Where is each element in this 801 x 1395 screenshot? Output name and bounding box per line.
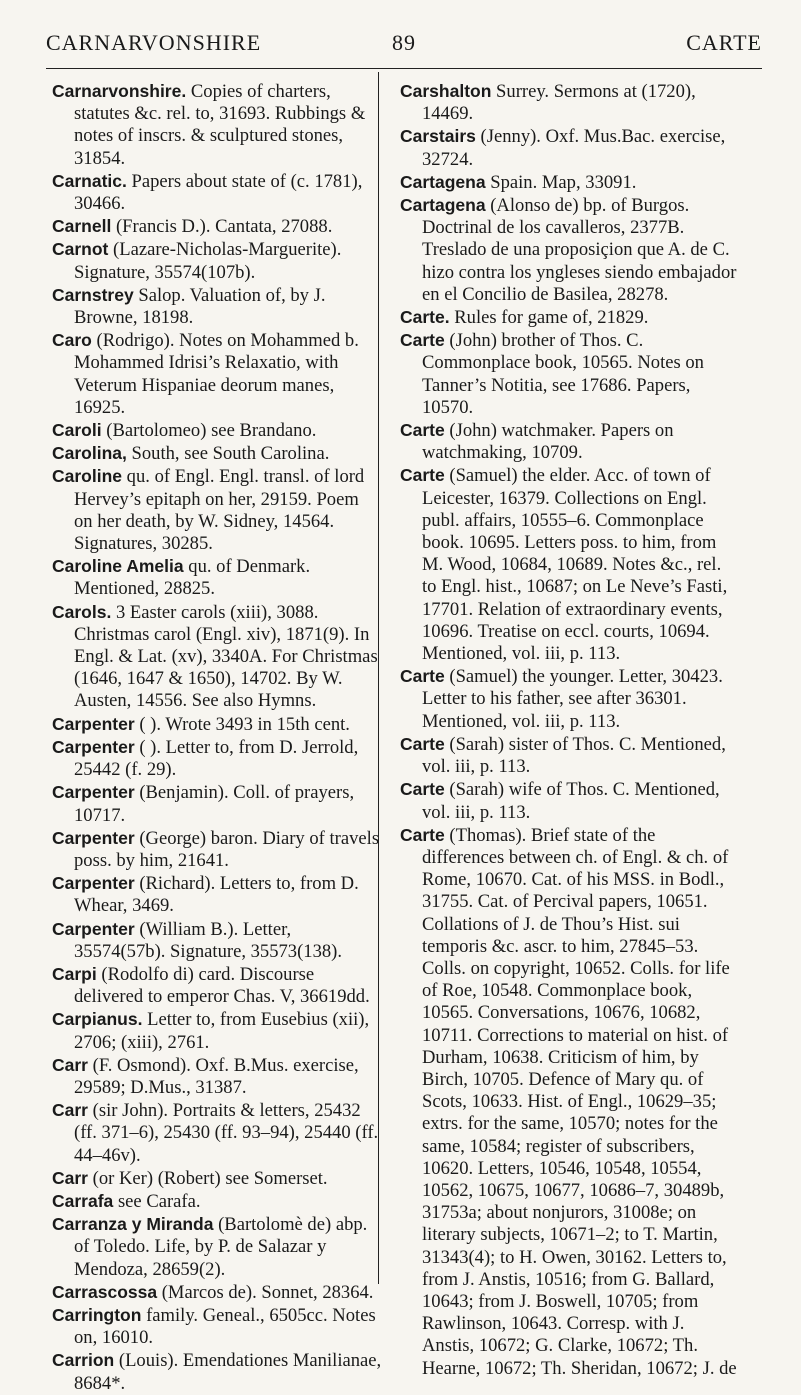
- entry-headword: Carpenter: [52, 827, 135, 848]
- entry-headword: Caroline: [52, 466, 123, 487]
- entry-text: (sir John). Portraits & letters, 25432 (ff. 371–6), 25430 (ff. 93–94), 25440 (ff. 44–46v).: [74, 1100, 379, 1166]
- entry-text: (F. Osmond). Oxf. B.Mus. exercise, 29589; D.Mus., 31387.: [74, 1054, 359, 1098]
- entry-headword: Carpenter: [52, 713, 135, 734]
- index-entry: [52, 736, 382, 781]
- entry-text: South, see South Carolina.: [126, 443, 330, 465]
- left-column: [52, 80, 382, 1395]
- index-entry: [400, 194, 738, 306]
- entry-text: (John) watchmaker. Papers on watchmaking, 10709.: [422, 420, 674, 464]
- index-entry: [52, 329, 382, 419]
- entry-text: (William B.). Letter, 35574(57b). Signature, 35573(138).: [74, 918, 343, 962]
- entry-text: (Thomas). Brief state of the differences between ch. of Engl. & ch. of Rome, 10670. Cat. of his MSS. in Bodl., 31755. Cat. of Percival papers, 10651. Collations of J. de Thou’s Hist. sui temporis &c. ascr. to him, 27845–53. Colls. on copyright, 10652. Colls. for life of Roe, 10548. Commonplace book, 10565. Conversations, 10676, 10682, 10711. Corrections to material on hist. of Durham, 10638. Criticism of him, by Birch, 10705. Defence of Mary qu. of Scots, 10633. Hist. of Engl., 10629–35; extrs. for the same, 10570; notes for the same, 10584; register of subscribers, 10620. Letters, 10546, 10548, 10554, 10562, 10675, 10677, 10686–7, 30489b, 31753a; about nonjurors, 31008e; on literary subjects, 10671–2; to T. Martin, 31343(4); to H. Owen, 30162. Letters to, from J. Anstis, 10516; from G. Ballard, 10643; from J. Boswell, 10705; from Rawlinson, 10643. Corresp. with J. Anstis, 10672; G. Clarke, 10672; Th. Hearne, 10672; Th. Sheridan, 10672; J. de: [422, 824, 737, 1379]
- entry-headword: Carolina,: [52, 443, 127, 464]
- page-number: 89: [392, 30, 416, 55]
- entry-headword: Carshalton: [400, 81, 492, 101]
- entry-headword: Carrafa: [52, 1190, 114, 1211]
- entry-headword: Cartagena: [400, 195, 486, 216]
- entry-text: Surrey. Sermons at (1720), 14469.: [422, 81, 696, 125]
- index-entry: [400, 665, 738, 733]
- index-entry: [400, 824, 738, 1380]
- index-entry: [52, 1167, 382, 1190]
- entry-text: (or Ker) (Robert) see Somerset.: [88, 1167, 328, 1189]
- entry-headword: Carnot: [52, 239, 109, 260]
- entry-headword: Carpianus.: [52, 1009, 143, 1030]
- entry-text: (Bartolomè de) abp. of Toledo. Life, by P. de Salazar y Mendoza, 28659(2).: [74, 1214, 368, 1280]
- entry-text: (Lazare-Nicholas-Marguerite). Signature, 35574(107b).: [74, 239, 342, 283]
- index-entry: [400, 125, 738, 170]
- entry-text: (John) brother of Thos. C. Commonplace book, 10565. Notes on Tanner’s Notitia, see 17686. Papers, 10570.: [422, 330, 704, 418]
- entry-text: (Francis D.). Cantata, 27088.: [111, 216, 333, 238]
- entry-text: (Benjamin). Coll. of prayers, 10717.: [74, 782, 355, 826]
- index-entry: [52, 170, 382, 215]
- index-entry: [52, 238, 382, 283]
- entry-text: (Sarah) wife of Thos. C. Mentioned, vol. iii, p. 113.: [422, 779, 720, 823]
- entry-text: 3 Easter carols (xiii), 3088. Christmas carol (Engl. xiv), 1871(9). In Engl. & Lat. (xv), 3340A. For Christmas (1646, 1647 & 1650), 14702. By W. Austen, 14556. See also Hymns.: [74, 601, 378, 712]
- entry-headword: Carranza y Miranda: [52, 1214, 214, 1235]
- entry-text: (Alonso de) bp. of Burgos. Doctrinal de los cavalleros, 2377B. Treslado de una proposiçion que A. de C. hizo contra los yngleses siendo embajador en el Concilio de Basilea, 28278.: [422, 195, 737, 305]
- entry-text: (Samuel) the elder. Acc. of town of Leicester, 16379. Collections on Engl. publ. affairs, 10555–6. Commonplace book. 10695. Letters poss. to him, from M. Wood, 10684, 10689. Notes &c., rel. to Engl. hist., 10687; on Le Neve’s Fasti, 17701. Relation of extraordinary events, 10696. Treatise on eccl. courts, 10694. Mentioned, vol. iii, p. 113.: [422, 465, 728, 665]
- entry-headword: Carnatic.: [52, 170, 127, 191]
- entry-text: ( ). Letter to, from D. Jerrold, 25442 (f. 29).: [74, 736, 359, 781]
- entry-headword: Carrion: [52, 1350, 115, 1371]
- entry-text: (Samuel) the younger. Letter, 30423. Letter to his father, see after 36301. Mentioned, vol. iii, p. 113.: [422, 666, 723, 732]
- entry-headword: Carpenter: [52, 918, 135, 939]
- entry-headword: Carpi: [52, 963, 97, 984]
- entry-text: (Sarah) sister of Thos. C. Mentioned, vol. iii, p. 113.: [422, 733, 726, 778]
- entry-headword: Carstairs: [400, 126, 476, 147]
- entry-text: (Bartolomeo) see Brandano.: [101, 420, 317, 442]
- index-entry: [52, 1008, 382, 1053]
- index-entry: [52, 284, 382, 329]
- entry-text: (Marcos de). Sonnet, 28364.: [157, 1281, 374, 1303]
- index-entry: [52, 215, 382, 238]
- entry-text: (Richard). Letters to, from D. Whear, 3469.: [74, 873, 359, 917]
- entry-text: (Rodrigo). Notes on Mohammed b. Mohammed Idrisi’s Relaxatio, with Veterum Hispaniae deorum manes, 16925.: [74, 330, 359, 418]
- entry-headword: Cartagena: [400, 171, 486, 192]
- index-entry: [52, 419, 382, 442]
- entry-headword: Carte.: [400, 307, 450, 328]
- index-entry: [400, 464, 738, 665]
- entry-headword: Carnell: [52, 216, 112, 237]
- entry-text: ( ). Wrote 3493 in 15th cent.: [134, 713, 350, 735]
- entry-headword: Carte: [400, 824, 445, 845]
- entry-headword: Carpenter: [52, 873, 135, 894]
- index-entry: [52, 781, 382, 826]
- index-entry: [52, 1054, 382, 1099]
- entry-headword: Carnstrey: [52, 284, 134, 305]
- entry-headword: Carte: [400, 666, 445, 687]
- index-entry: [400, 419, 738, 464]
- index-entry: [52, 827, 382, 872]
- entry-text: Salop. Valuation of, by J. Browne, 18198.: [74, 284, 326, 329]
- entry-headword: Carr: [52, 1167, 88, 1188]
- entry-headword: Carrascossa: [52, 1281, 158, 1302]
- entry-headword: Caro: [52, 330, 92, 351]
- entry-headword: Caroline Amelia: [52, 556, 184, 577]
- entry-headword: Carte: [400, 465, 445, 486]
- entry-text: Spain. Map, 33091.: [485, 171, 637, 193]
- entry-text: Papers about state of (c. 1781), 30466.: [74, 170, 363, 215]
- entry-text: qu. of Engl. Engl. transl. of lord Hervey’s epitaph on her, 29159. Poem on her death, by W. Sidney, 14564. Signatures, 30285.: [74, 466, 365, 555]
- entry-headword: Carte: [400, 779, 445, 800]
- entry-headword: Carpenter: [52, 782, 135, 803]
- entry-headword: Carte: [400, 733, 445, 754]
- header-county: CARNARVONSHIRE: [46, 30, 262, 55]
- index-entry: [52, 1281, 382, 1304]
- index-entry: [52, 713, 382, 736]
- index-entry: [52, 872, 382, 917]
- entry-headword: Carnarvonshire.: [52, 81, 187, 101]
- header-keyword: CARTE: [686, 30, 762, 55]
- entry-headword: Carte: [400, 420, 445, 441]
- index-entry: [52, 80, 382, 170]
- index-entry: [400, 733, 738, 778]
- entry-headword: Carpenter: [52, 736, 135, 757]
- index-entry: [52, 918, 382, 963]
- entry-text: Copies of charters, statutes &c. rel. to, 31693. Rubbings & notes of inscrs. & sculptured stones, 31854.: [74, 81, 366, 169]
- index-entry: [400, 306, 738, 329]
- index-entry: [52, 1099, 382, 1167]
- entry-headword: Carr: [52, 1100, 88, 1121]
- index-entry: [52, 442, 382, 465]
- index-entry: [52, 1213, 382, 1281]
- index-entry: [52, 601, 382, 713]
- entry-headword: Carols.: [52, 601, 112, 622]
- running-header: [46, 30, 762, 70]
- index-entry: [400, 80, 738, 125]
- entry-text: (Jenny). Oxf. Mus.Bac. exercise, 32724.: [422, 126, 726, 170]
- index-entry: [52, 963, 382, 1008]
- entry-headword: Carr: [52, 1054, 88, 1075]
- entry-text: Rules for game of, 21829.: [449, 307, 649, 329]
- index-entry: [52, 555, 382, 600]
- index-entry: [400, 329, 738, 419]
- entry-text: (Louis). Emendationes Manilianae, 8684*.: [74, 1350, 382, 1394]
- header-rule: [46, 68, 762, 69]
- index-entry: [52, 1190, 382, 1213]
- entry-headword: Carrington: [52, 1304, 142, 1325]
- right-column: [400, 80, 738, 1380]
- index-entry: [52, 1349, 382, 1394]
- entry-text: family. Geneal., 6505cc. Notes on, 16010.: [74, 1304, 376, 1349]
- index-entry: [400, 171, 738, 194]
- entry-text: Letter to, from Eusebius (xii), 2706; (xiii), 2761.: [74, 1009, 370, 1053]
- entry-text: (Rodolfo di) card. Discourse delivered to emperor Chas. V, 36619dd.: [74, 963, 370, 1008]
- entry-headword: Carte: [400, 330, 445, 351]
- index-entry: [52, 465, 382, 555]
- entry-text: see Carafa.: [113, 1190, 201, 1212]
- entry-headword: Caroli: [52, 420, 102, 441]
- entry-text: (George) baron. Diary of travels poss. by him, 21641.: [74, 827, 380, 871]
- index-entry: [400, 778, 738, 823]
- index-entry: [52, 1304, 382, 1349]
- entry-text: qu. of Denmark. Mentioned, 28825.: [74, 556, 311, 600]
